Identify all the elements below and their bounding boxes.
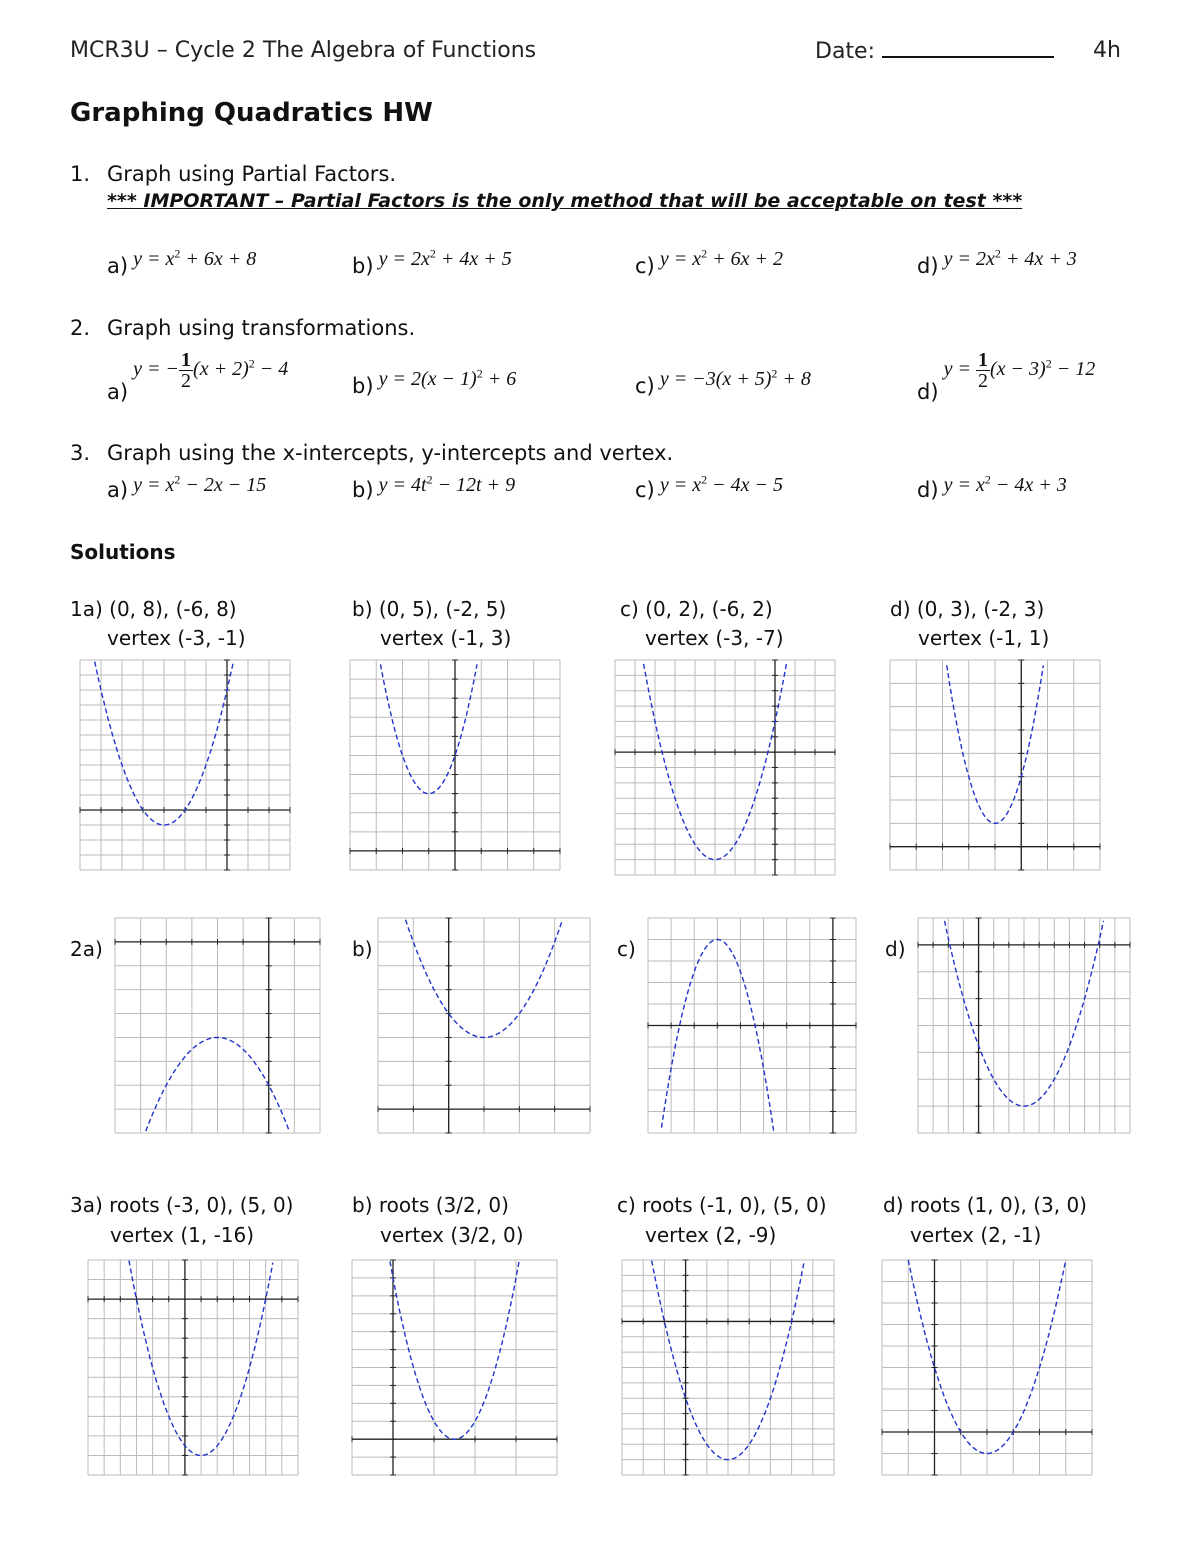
graph-2b: [378, 918, 590, 1133]
eq-text: − 12: [1051, 358, 1096, 381]
page-title: Graphing Quadratics HW: [70, 98, 433, 128]
eq-text: y = 4t: [378, 474, 427, 496]
eq-text: y = −: [133, 358, 180, 381]
eq-text: − 2x − 15: [180, 474, 267, 496]
q2-part-b: b) $y = 2(x - 1)^2 + 6$: [352, 366, 517, 398]
q3-number: 3.: [70, 441, 91, 465]
part-label: a): [107, 478, 129, 502]
q3-part-c: c) $y = x^2 - 4x - 5$: [635, 472, 783, 502]
q3-prompt: Graph using the x-intercepts, y-intercepts and vertex.: [107, 441, 674, 465]
graph-1c: [615, 660, 835, 875]
course-title: MCR3U – Cycle 2 The Algebra of Functions: [70, 38, 537, 63]
eq-text: y = 2(x − 1): [378, 368, 477, 390]
fraction-numerator: 1: [978, 349, 988, 371]
part-label: b): [352, 254, 374, 278]
date-field: [815, 38, 1054, 64]
graph-3c: [622, 1260, 834, 1475]
q1-part-b: b) $y = 2x^2 + 4x + 5$: [352, 246, 512, 278]
sol2c-label: c): [617, 937, 636, 961]
graph-1d: [890, 660, 1100, 870]
q2-part-d: d) y = $\frac{1}{2}$ $(x - 3)^2 - 12$: [917, 349, 1096, 405]
q2-number: 2.: [70, 316, 91, 340]
fraction-denominator: 2: [978, 370, 988, 392]
eq-text: (x − 3): [990, 358, 1046, 381]
part-label: b): [352, 478, 374, 502]
fraction-denominator: 2: [181, 370, 192, 392]
date-label: Date:: [815, 39, 875, 64]
parabola-curve: [390, 1261, 519, 1439]
graph-3a: [88, 1260, 298, 1475]
solutions-heading: Solutions: [70, 540, 176, 564]
sol3a-line2: vertex (1, -16): [110, 1223, 255, 1247]
eq-text: − 12t + 9: [432, 474, 516, 496]
part-label: c): [635, 254, 655, 278]
q3-part-a: a) $y = x^2 - 2x - 15$: [107, 472, 267, 502]
part-label: a): [107, 380, 129, 405]
sol2a-label: 2a): [70, 937, 103, 961]
eq-text: + 6x + 8: [180, 248, 257, 270]
graph-2c: [648, 918, 856, 1133]
graph-2d: [918, 918, 1130, 1133]
sol3c-line2: vertex (2, -9): [645, 1223, 777, 1247]
graph-1a: [80, 660, 290, 870]
eq-text: (x + 2): [193, 358, 249, 381]
q1-part-c: c) $y = x^2 + 6x + 2$: [635, 246, 783, 278]
q3-part-b: b) $y = 4t^2 - 12t + 9$: [352, 472, 516, 502]
sol1a-line1: 1a) (0, 8), (-6, 8): [70, 597, 237, 621]
q2-prompt: Graph using transformations.: [107, 316, 416, 340]
sol1b-line2: vertex (-1, 3): [380, 626, 512, 650]
part-label: d): [917, 254, 939, 278]
page-code: 4h: [1093, 38, 1121, 63]
part-label: c): [635, 374, 655, 398]
part-label: c): [635, 478, 655, 502]
date-blank-line: [882, 38, 1054, 58]
sol1d-line2: vertex (-1, 1): [918, 626, 1050, 650]
sol2b-label: b): [352, 937, 373, 961]
q1-part-a: a) $y = x^2 + 6x + 8$: [107, 246, 257, 278]
graph-1b: [350, 660, 560, 870]
eq-text: − 4x − 5: [707, 474, 783, 496]
eq-text: y = x: [133, 248, 175, 270]
part-label: d): [917, 380, 939, 405]
q1-number: 1.: [70, 162, 91, 186]
q1-important-note: *** IMPORTANT – Partial Factors is the only method that will be acceptable on test ***: [107, 190, 1023, 212]
sol3a-line1: 3a) roots (-3, 0), (5, 0): [70, 1193, 294, 1217]
graph-3d: [882, 1260, 1092, 1475]
eq-text: + 4x + 5: [435, 248, 512, 270]
eq-text: + 6x + 2: [707, 248, 783, 270]
graph-2a: [115, 918, 320, 1133]
sol1b-line1: b) (0, 5), (-2, 5): [352, 597, 507, 621]
eq-text: + 8: [777, 368, 811, 390]
eq-text: + 6: [482, 368, 517, 390]
part-label: a): [107, 254, 129, 278]
sol3b-line1: b) roots (3/2, 0): [352, 1193, 509, 1217]
eq-text: y =: [943, 358, 976, 381]
q2-part-a: a) y = − $\frac{1}{2}$ $(x + 2)^2 - 4$: [107, 349, 289, 405]
eq-text: y = −3(x + 5): [659, 368, 772, 390]
fraction-numerator: 1: [181, 349, 192, 371]
eq-text: y = x: [943, 474, 985, 496]
sol3d-line2: vertex (2, -1): [910, 1223, 1042, 1247]
graph-3b: [352, 1260, 557, 1475]
q2-part-c: c) $y = -3(x + 5)^2 + 8$: [635, 366, 811, 398]
eq-text: y = 2x: [943, 248, 995, 270]
sol3c-line1: c) roots (-1, 0), (5, 0): [617, 1193, 827, 1217]
sol3b-line2: vertex (3/2, 0): [380, 1223, 524, 1247]
eq-text: − 4x + 3: [990, 474, 1067, 496]
q3-part-d: d) $y = x^2 - 4x + 3$: [917, 472, 1067, 502]
sol1c-line2: vertex (-3, -7): [645, 626, 784, 650]
eq-text: y = x: [133, 474, 175, 496]
sol2d-label: d): [885, 937, 906, 961]
sol1c-line1: c) (0, 2), (-6, 2): [620, 597, 773, 621]
eq-text: + 4x + 3: [1000, 248, 1077, 270]
sol1a-line2: vertex (-3, -1): [107, 626, 246, 650]
sol1d-line1: d) (0, 3), (-2, 3): [890, 597, 1045, 621]
eq-text: y = x: [659, 474, 702, 496]
eq-text: y = x: [659, 248, 702, 270]
q1-prompt: Graph using Partial Factors.: [107, 162, 397, 186]
part-label: d): [917, 478, 939, 502]
sol3d-line1: d) roots (1, 0), (3, 0): [883, 1193, 1087, 1217]
part-label: b): [352, 374, 374, 398]
eq-text: − 4: [254, 358, 289, 381]
q1-part-d: d) $y = 2x^2 + 4x + 3$: [917, 246, 1077, 278]
eq-text: y = 2x: [378, 248, 430, 270]
